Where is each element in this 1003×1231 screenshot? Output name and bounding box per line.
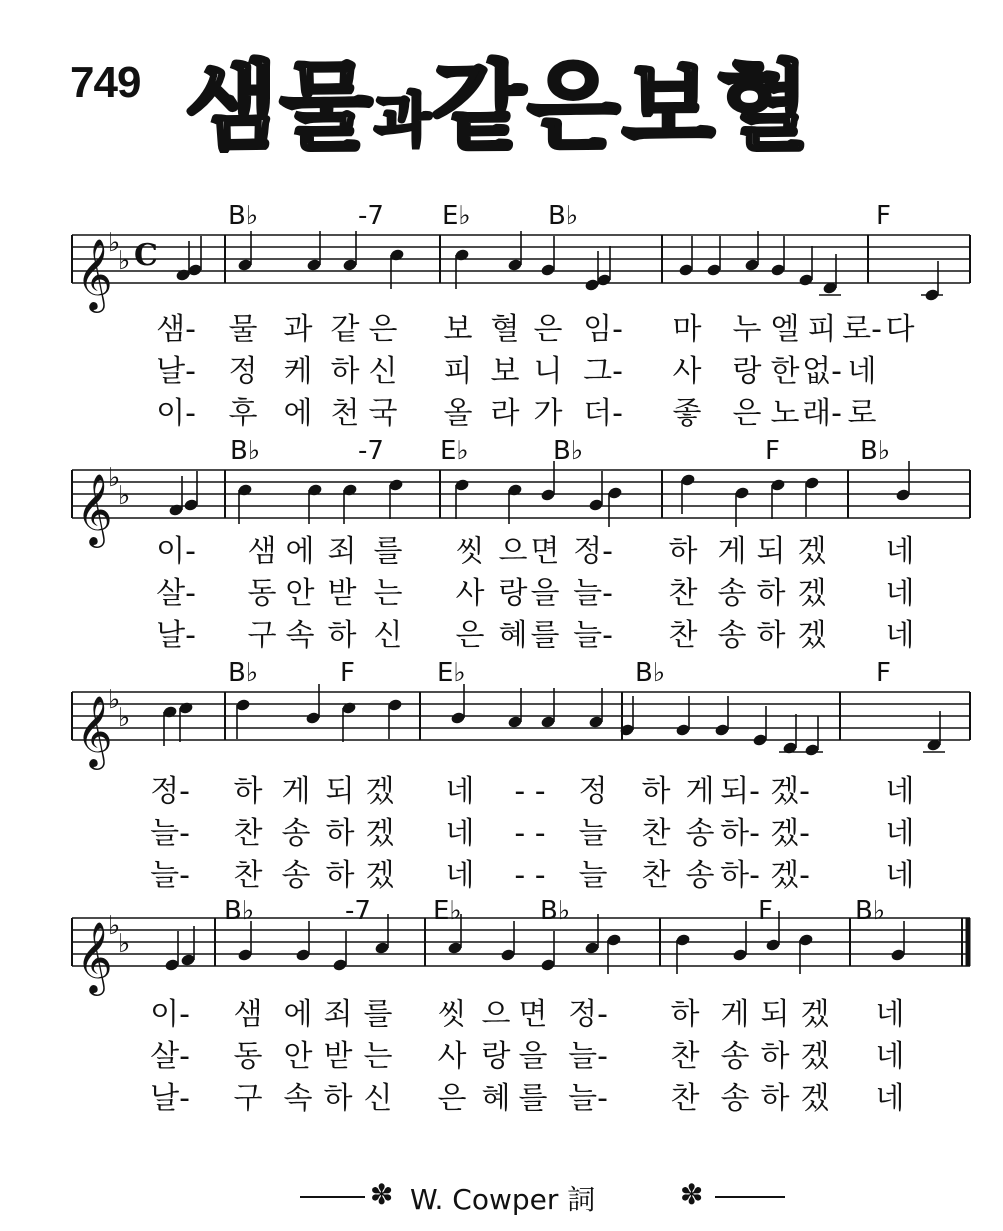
lyric-syllable: 로-	[842, 312, 882, 347]
lyric-syllable: 찬	[641, 816, 671, 851]
lyric-syllable: - -	[514, 774, 546, 809]
lyric-syllable: 겠	[800, 1039, 830, 1074]
lyric-syllable: 천	[330, 396, 360, 431]
lyric-syllable: 혜	[481, 1081, 511, 1116]
lyric-syllable: 하	[756, 618, 786, 653]
lyric-syllable: 보	[490, 354, 520, 389]
lyric-syllable: 동	[247, 576, 277, 611]
flat-icon: ♭	[118, 703, 131, 733]
lyric-syllable: 속	[285, 618, 315, 653]
lyric-syllable: 하	[330, 354, 360, 389]
lyric-syllable: 찬	[668, 618, 698, 653]
lyric-syllable: 면	[518, 997, 548, 1032]
chord-symbol: E♭	[442, 201, 471, 231]
chord-symbol: -7	[358, 436, 384, 466]
chord-symbol: F	[876, 658, 891, 688]
lyric-syllable: 를	[530, 618, 560, 653]
lyric-syllable: 물	[228, 312, 258, 347]
flat-icon: ♭	[108, 685, 121, 715]
lyric-syllable: 하-	[720, 816, 760, 851]
lyric-syllable: 늘-	[573, 576, 613, 611]
lyric-syllable: 랑	[732, 354, 762, 389]
lyric-syllable: 후	[228, 396, 258, 431]
lyric-syllable: 좋	[672, 396, 702, 431]
lyric-syllable: 씻	[437, 997, 467, 1032]
lyric-syllable: 늘-	[573, 618, 613, 653]
treble-clef-icon: 𝄞	[76, 472, 113, 545]
lyric-syllable: 하	[327, 618, 357, 653]
lyric-syllable: 랑	[481, 1039, 511, 1074]
chord-symbol: B♭	[224, 896, 255, 926]
lyric-syllable: 네	[875, 997, 905, 1032]
lyric-syllable: 니	[533, 354, 563, 389]
flat-icon: ♭	[118, 246, 131, 276]
lyric-syllable: 누	[732, 312, 762, 347]
chord-symbol: B♭	[635, 658, 666, 688]
lyric-syllable: 하	[756, 576, 786, 611]
credit-rule-left	[300, 1196, 365, 1198]
lyric-syllable: 정	[228, 354, 258, 389]
lyric-syllable: 겠-	[770, 774, 810, 809]
lyric-syllable: 랑	[498, 576, 528, 611]
lyric-syllable: 래-	[802, 396, 842, 431]
flat-icon: ♭	[118, 481, 131, 511]
lyric-syllable: 겠	[365, 774, 395, 809]
lyric-syllable: 를	[373, 534, 403, 569]
lyric-syllable: 찬	[670, 1039, 700, 1074]
lyric-syllable: 씻	[455, 534, 485, 569]
lyric-syllable: 하	[233, 774, 263, 809]
lyric-syllable: 에	[285, 534, 315, 569]
credit-author: W. Cowper	[410, 1183, 559, 1216]
lyric-syllable: 살-	[156, 576, 196, 611]
lyric-syllable: 송	[685, 858, 715, 893]
chord-symbol: B♭	[540, 896, 571, 926]
title-part: 과	[374, 86, 433, 154]
lyric-syllable: 하	[325, 816, 355, 851]
lyric-syllable: 겠	[797, 618, 827, 653]
common-time-icon: C	[134, 238, 158, 273]
chord-symbol: E♭	[433, 896, 462, 926]
lyric-syllable: 네	[885, 618, 915, 653]
lyric-syllable: 샘-	[156, 312, 196, 347]
lyric-syllable: - -	[514, 816, 546, 851]
lyric-syllable: 구	[247, 618, 277, 653]
credit-rule-right	[715, 1196, 785, 1198]
lyric-syllable: 동	[233, 1039, 263, 1074]
lyric-syllable: 정-	[573, 534, 613, 569]
lyric-syllable: 되	[756, 534, 786, 569]
lyric-syllable: 게	[720, 997, 750, 1032]
lyric-syllable: 한	[770, 354, 800, 389]
lyric-syllable: 하	[760, 1081, 790, 1116]
lyric-syllable: 더-	[583, 396, 623, 431]
lyric-syllable: 구	[233, 1081, 263, 1116]
lyric-syllable: 국	[368, 396, 398, 431]
lyric-syllable: 정-	[150, 774, 190, 809]
lyric-syllable: 늘-	[150, 816, 190, 851]
chord-symbol: B♭	[228, 658, 259, 688]
lyric-syllable: 이-	[150, 997, 190, 1032]
lyric-syllable: 은	[732, 396, 762, 431]
lyric-syllable: 겠	[365, 816, 395, 851]
lyric-syllable: 케	[283, 354, 313, 389]
lyric-syllable: 샘	[233, 997, 263, 1032]
lyric-syllable: 송	[281, 858, 311, 893]
lyric-syllable: 에	[283, 997, 313, 1032]
lyric-syllable: 로	[847, 396, 877, 431]
lyric-syllable: 찬	[233, 858, 263, 893]
flat-icon: ♭	[108, 463, 121, 493]
lyric-syllable: 피	[443, 354, 473, 389]
lyric-syllable: 늘	[578, 816, 608, 851]
lyric-syllable: - -	[514, 858, 546, 893]
credit	[410, 1178, 595, 1218]
lyric-syllable: 죄	[327, 534, 357, 569]
treble-clef-icon: 𝄞	[76, 694, 113, 767]
lyric-syllable: 하	[325, 858, 355, 893]
lyric-syllable: 날-	[156, 354, 196, 389]
lyric-syllable: 겠	[365, 858, 395, 893]
lyric-syllable: 면	[530, 534, 560, 569]
lyric-syllable: 송	[717, 576, 747, 611]
lyric-syllable: 네	[445, 858, 475, 893]
lyric-syllable: 과	[283, 312, 313, 347]
lyric-syllable: 하	[323, 1081, 353, 1116]
treble-clef-icon: 𝄞	[76, 920, 113, 993]
lyric-syllable: 임-	[583, 312, 623, 347]
credit-role: 詞	[567, 1183, 596, 1216]
chord-symbol: F	[765, 436, 780, 466]
lyric-syllable: 겠	[800, 997, 830, 1032]
lyric-syllable: 겠-	[770, 816, 810, 851]
chord-symbol: -7	[345, 896, 371, 926]
lyric-syllable: 송	[720, 1081, 750, 1116]
lyric-syllable: 정	[578, 774, 608, 809]
lyric-syllable: 겠	[797, 576, 827, 611]
chord-symbol: F	[758, 896, 773, 926]
lyric-syllable: 샘	[247, 534, 277, 569]
flat-icon: ♭	[108, 911, 121, 941]
lyric-syllable: 받	[323, 1039, 353, 1074]
lyric-syllable: 받	[327, 576, 357, 611]
lyric-syllable: 피	[807, 312, 837, 347]
lyric-syllable: 으	[498, 534, 528, 569]
lyric-syllable: 찬	[670, 1081, 700, 1116]
lyric-syllable: 을	[530, 576, 560, 611]
lyric-syllable: 네	[875, 1081, 905, 1116]
chord-symbol: -7	[358, 201, 384, 231]
lyric-syllable: 마	[672, 312, 702, 347]
lyric-syllable: 에	[283, 396, 313, 431]
title-part: 보혈	[622, 51, 812, 163]
lyric-syllable: 하	[668, 534, 698, 569]
lyric-syllable: 속	[283, 1081, 313, 1116]
lyric-syllable: 사	[437, 1039, 467, 1074]
chord-symbol: B♭	[228, 201, 259, 231]
lyric-syllable: 신	[368, 354, 398, 389]
chord-symbol: B♭	[860, 436, 891, 466]
lyric-syllable: 은	[533, 312, 563, 347]
lyric-syllable: 없-	[802, 354, 842, 389]
lyric-syllable: 날-	[150, 1081, 190, 1116]
lyric-syllable: 은	[437, 1081, 467, 1116]
lyric-syllable: 사	[455, 576, 485, 611]
lyric-syllable: 죄	[323, 997, 353, 1032]
lyric-syllable: 은	[368, 312, 398, 347]
lyric-syllable: 겠-	[770, 858, 810, 893]
lyric-syllable: 혜	[498, 618, 528, 653]
lyric-syllable: 하	[670, 997, 700, 1032]
lyric-syllable: 는	[363, 1039, 393, 1074]
lyric-syllable: 다	[885, 312, 915, 347]
lyric-syllable: 찬	[641, 858, 671, 893]
lyric-syllable: 네	[885, 534, 915, 569]
lyric-syllable: 를	[518, 1081, 548, 1116]
lyric-syllable: 를	[363, 997, 393, 1032]
lyric-syllable: 되	[325, 774, 355, 809]
lyric-syllable: 늘-	[150, 858, 190, 893]
lyric-syllable: 게	[685, 774, 715, 809]
lyric-syllable: 되	[760, 997, 790, 1032]
lyric-syllable: 그-	[583, 354, 623, 389]
lyric-syllable: 늘-	[568, 1081, 608, 1116]
lyric-syllable: 게	[717, 534, 747, 569]
lyric-syllable: 겠	[797, 534, 827, 569]
lyric-syllable: 네	[445, 774, 475, 809]
flower-ornament-icon: ✽	[370, 1178, 394, 1211]
lyric-syllable: 송	[685, 816, 715, 851]
lyric-syllable: 정-	[568, 997, 608, 1032]
flat-icon: ♭	[108, 228, 121, 258]
lyric-syllable: 날-	[156, 618, 196, 653]
lyric-syllable: 보	[443, 312, 473, 347]
title-part: 샘	[185, 51, 280, 163]
lyric-syllable: 네	[875, 1039, 905, 1074]
lyric-syllable: 가	[533, 396, 563, 431]
lyric-syllable: 안	[285, 576, 315, 611]
lyric-syllable: 이-	[156, 534, 196, 569]
lyric-syllable: 찬	[233, 816, 263, 851]
lyric-syllable: 은	[455, 618, 485, 653]
lyric-syllable: 겠	[800, 1081, 830, 1116]
lyric-syllable: 안	[283, 1039, 313, 1074]
lyric-syllable: 라	[490, 396, 520, 431]
title-part: 같은	[432, 51, 623, 163]
lyric-syllable: 늘-	[568, 1039, 608, 1074]
flat-icon: ♭	[118, 929, 131, 959]
lyric-syllable: 신	[363, 1081, 393, 1116]
chord-symbol: E♭	[440, 436, 469, 466]
lyric-syllable: 송	[720, 1039, 750, 1074]
lyric-syllable: 찬	[668, 576, 698, 611]
lyric-syllable: 송	[281, 816, 311, 851]
lyric-syllable: 으	[481, 997, 511, 1032]
lyric-syllable: 되-	[720, 774, 760, 809]
lyric-syllable: 같	[330, 312, 360, 347]
lyric-syllable: 올	[443, 396, 473, 431]
lyric-syllable: 네	[885, 858, 915, 893]
chord-symbol: F	[340, 658, 355, 688]
hymn-number: 749	[70, 58, 141, 107]
lyric-syllable: 신	[373, 618, 403, 653]
lyric-syllable: 하-	[720, 858, 760, 893]
treble-clef-icon: 𝄞	[76, 237, 113, 310]
lyric-syllable: 을	[518, 1039, 548, 1074]
lyric-syllable: 네	[885, 774, 915, 809]
lyric-syllable: 늘	[578, 858, 608, 893]
chord-symbol: B♭	[553, 436, 584, 466]
lyric-syllable: 게	[281, 774, 311, 809]
chord-symbol: B♭	[548, 201, 579, 231]
lyric-syllable: 혈	[490, 312, 520, 347]
lyric-syllable: 는	[373, 576, 403, 611]
lyric-syllable: 사	[672, 354, 702, 389]
lyric-syllable: 네	[445, 816, 475, 851]
title-part: 물	[279, 51, 375, 163]
lyric-syllable: 송	[717, 618, 747, 653]
lyric-syllable: 엘	[770, 312, 800, 347]
lyric-syllable: 네	[885, 576, 915, 611]
lyric-syllable: 네	[885, 816, 915, 851]
lyric-syllable: 이-	[156, 396, 196, 431]
chord-symbol: B♭	[855, 896, 886, 926]
chord-symbol: B♭	[230, 436, 261, 466]
lyric-syllable: 하	[760, 1039, 790, 1074]
chord-symbol: F	[876, 201, 891, 231]
lyric-syllable: 노	[770, 396, 800, 431]
chord-symbol: E♭	[437, 658, 466, 688]
flower-ornament-icon: ✽	[680, 1178, 704, 1211]
lyric-syllable: 네	[847, 354, 877, 389]
lyric-syllable: 살-	[150, 1039, 190, 1074]
lyric-syllable: 하	[641, 774, 671, 809]
